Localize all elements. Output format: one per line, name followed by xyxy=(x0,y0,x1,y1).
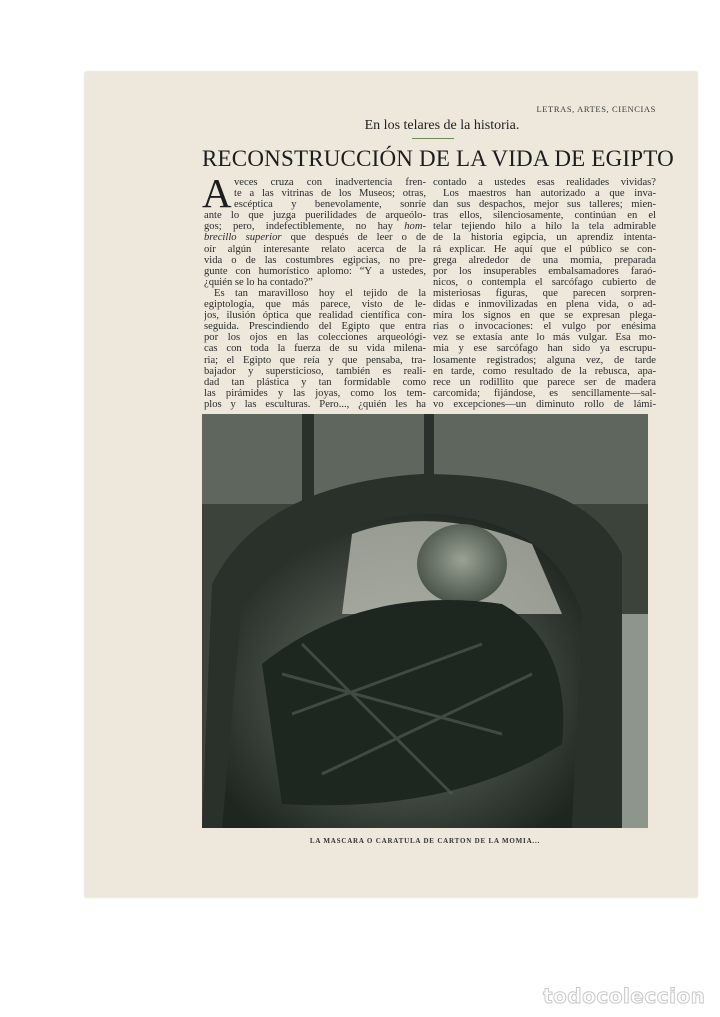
text-line xyxy=(433,188,656,199)
text-line xyxy=(433,321,656,332)
text-segment: Los maestros han autorizado a que inva- xyxy=(443,188,656,200)
text-line xyxy=(433,299,656,310)
text-line xyxy=(204,288,426,299)
text-segment: gunte con humorístico aplomo: “Y a ustedes, xyxy=(204,265,426,277)
text-line xyxy=(433,310,656,321)
photo-caption: LA MASCARA O CARATULA DE CARTON DE LA MOMIA... xyxy=(309,837,541,845)
text-segment: misteriosas figuras, que parecen sorpren- xyxy=(433,287,656,299)
drop-cap: A xyxy=(202,170,232,216)
text-line xyxy=(433,266,656,277)
running-head: LETRAS, ARTES, CIENCIAS xyxy=(536,104,656,114)
text-segment: losamente registrados; alguna vez, de tarde xyxy=(433,354,656,366)
text-segment: mia y ese sarcófago han sido ya escrupu- xyxy=(433,343,656,355)
text-segment: dan sus despachos, mejor sus talleres; mien- xyxy=(433,199,656,211)
text-line xyxy=(433,199,656,210)
text-segment: las pirámides y las joyas, como los tem- xyxy=(204,387,426,399)
article-headline: RECONSTRUCCIÓN DE LA VIDA DE EGIPTO xyxy=(202,146,674,171)
text-line xyxy=(204,221,426,232)
text-segment: ante lo que juzga puerilidades de arqueólo- xyxy=(204,210,426,222)
text-line xyxy=(204,343,426,354)
text-line xyxy=(204,266,426,277)
text-line xyxy=(204,255,426,266)
text-segment: vida o de las costumbres egipcias, no pre- xyxy=(204,254,426,266)
text-segment: ¿quién se lo ha contado?” xyxy=(204,276,313,288)
mummy-photograph xyxy=(202,414,648,828)
text-line xyxy=(433,244,656,255)
text-line xyxy=(204,366,426,377)
text-segment: oír algún interesante relato acerca de la xyxy=(204,243,426,255)
watermark-logo: todocoleccion xyxy=(543,984,706,1008)
text-line xyxy=(433,288,656,299)
text-line xyxy=(204,277,426,288)
text-segment: escéptica y benevolamente, sonríe xyxy=(234,199,426,211)
text-segment: de la historia egipcia, un aprendiz intenta- xyxy=(433,232,656,244)
kicker-underline xyxy=(412,138,454,139)
text-segment: jos, ilusión óptica que realidad científica con- xyxy=(204,310,426,322)
italic-text: brecillo superior xyxy=(204,232,282,244)
text-segment: vo excepciones—un diminuto rollo de lámi- xyxy=(433,398,656,410)
text-segment: cas con toda la fuerza de su vida milena- xyxy=(204,343,426,355)
section-kicker: En los telares de la historia. xyxy=(364,118,520,133)
text-segment: rias o invocaciones: el vulgo por enésima xyxy=(433,321,656,333)
italic-text: hom- xyxy=(404,221,426,233)
text-line xyxy=(204,355,426,366)
text-segment: seguida. Prescindiendo del Egipto que entra xyxy=(204,321,426,333)
text-segment: rá explicar. He aquí que el público se con- xyxy=(433,243,656,255)
text-segment: contado a ustedes esas realidades vividas? xyxy=(433,177,656,188)
text-segment: mira los signos en que se expresan plega- xyxy=(433,310,656,322)
text-line xyxy=(204,332,426,343)
text-segment: tras ellos, silenciosamente, continúan en el xyxy=(433,210,656,222)
text-segment: telar tejiendo hilo a hilo la tela admirable xyxy=(433,221,656,233)
text-segment: carcomida; fijándose, es sencillamente—sal- xyxy=(433,387,656,399)
text-segment: egiptología, que más parece, visto de le- xyxy=(204,299,426,311)
text-line xyxy=(433,343,656,354)
text-segment: didas e inmovilizadas en plena vida, o ad- xyxy=(433,299,656,311)
text-line xyxy=(433,232,656,243)
text-segment: vez se extasía ante lo más vulgar. Esa mo- xyxy=(433,332,656,344)
text-segment: nicos, o contempla el sarcófago cubierto de xyxy=(433,276,656,288)
text-segment: dad tan plástica y tan formidable como xyxy=(204,376,426,388)
text-line xyxy=(204,310,426,321)
text-segment: Es tan maravilloso hoy el tejido de la xyxy=(214,287,426,299)
text-segment: por los insuperables embalsamadores faraó- xyxy=(433,265,656,277)
text-line xyxy=(433,277,656,288)
text-line xyxy=(433,332,656,343)
text-line xyxy=(204,199,426,210)
text-segment: que después de leer o de xyxy=(281,232,426,244)
text-segment: veces cruza con inadvertencia fren- xyxy=(234,177,426,188)
left-text-column xyxy=(202,170,426,410)
text-line xyxy=(204,388,426,399)
text-line xyxy=(204,188,426,199)
text-segment: ria; el Egipto que reía y que pensaba, tra- xyxy=(204,354,426,366)
text-segment: plos y las esculturas. Pero..., ¿quién les ha xyxy=(204,398,426,410)
right-text-column xyxy=(433,177,656,410)
text-line xyxy=(433,366,656,377)
text-line xyxy=(433,399,656,410)
text-line xyxy=(433,388,656,399)
text-line xyxy=(204,399,426,410)
text-line xyxy=(433,377,656,388)
text-line xyxy=(204,210,426,221)
text-line xyxy=(433,355,656,366)
text-segment: gos; pero, indefectiblemente, no hay xyxy=(204,221,405,233)
text-segment: rece un rodillito que parece ser de madera xyxy=(433,376,656,388)
text-line xyxy=(204,299,426,310)
text-line xyxy=(433,210,656,221)
text-line xyxy=(204,321,426,332)
text-segment: por los ojos en las colecciones arqueológi- xyxy=(204,332,426,344)
text-segment: bajador y supersticioso, también es reali- xyxy=(204,365,426,377)
text-line xyxy=(204,177,426,188)
text-line xyxy=(204,377,426,388)
text-line xyxy=(433,221,656,232)
text-line xyxy=(204,232,426,243)
text-segment: en tarde, como resultado de la rebusca, apa- xyxy=(433,365,656,377)
text-line xyxy=(204,244,426,255)
text-line xyxy=(433,177,656,188)
text-segment: te a las vitrinas de los Museos; otras, xyxy=(234,188,426,200)
text-line xyxy=(433,255,656,266)
text-segment: grega alrededor de una momia, preparada xyxy=(433,254,656,266)
